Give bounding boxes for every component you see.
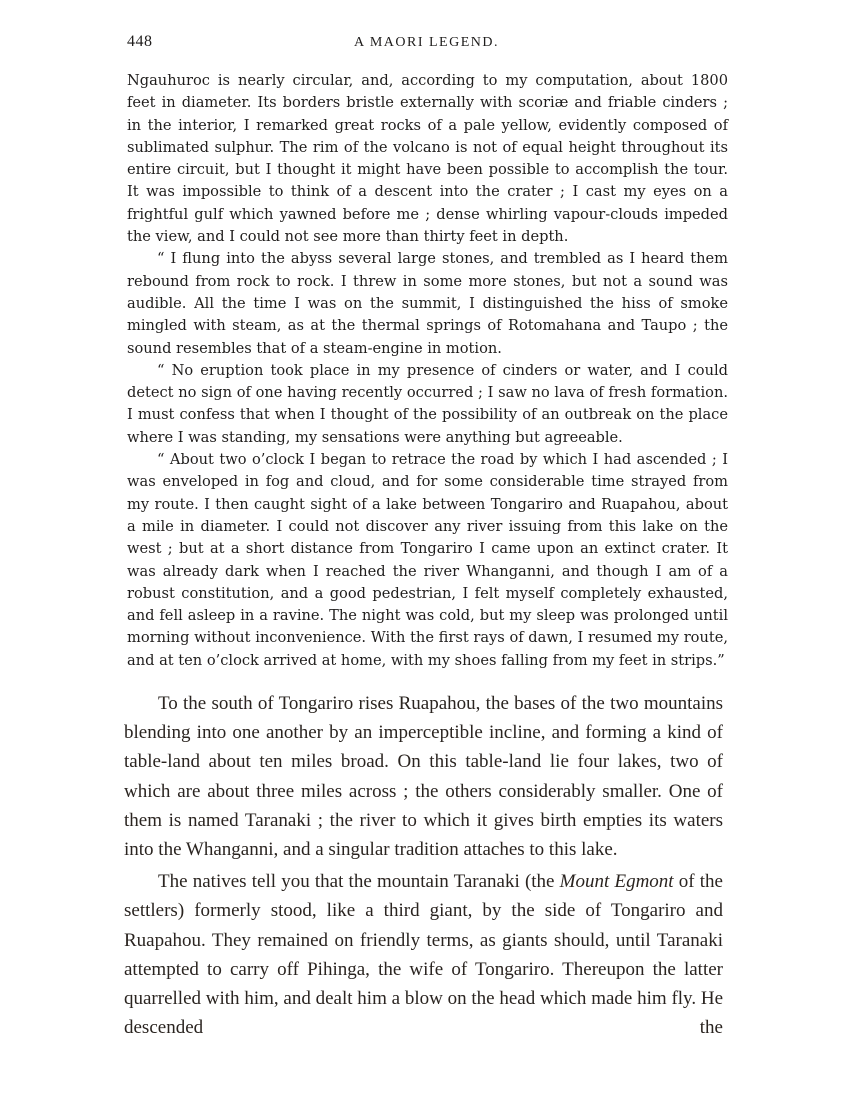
body-paragraph: To the south of Tongariro rises Ruapahou, the bases of the two mountains blending into one another by an imperceptible incline, and forming a kind of table-land about ten miles broad. On this table-land lie four lakes, two of which are about three miles across ; the others considerably smaller. One of them is named Taranaki ; the river to which it gives birth empties its waters into the Whanganni, and a singular tradition attaches to this lake. bbox=[124, 693, 723, 861]
body-paragraph bbox=[124, 867, 723, 1042]
body-text-run: The natives tell you that the mountain Taranaki (the bbox=[158, 871, 560, 893]
body-text-run: of the settlers) formerly stood, like a third giant, by the side of Tongariro and Ruapahou. They remained on friendly terms, as giants should, until Taranaki attempted to carry off Pihinga, the wife of Tongariro. Thereupon the latter quarrelled with him, and dealt him a blow on the head which made him fly. He descended the bbox=[124, 871, 723, 1039]
quote-paragraph: “ About two o’clock I began to retrace the road by which I had ascended ; I was enveloped in fog and cloud, and for some considerable time strayed from my route. I then caught sight of a lake between Tongariro and Ruapahou, about a mile in diameter. I could not discover any river issuing from this lake on the west ; but at a short distance from Tongariro I came upon an extinct crater. It was already dark when I reached the river Whanganni, and though I am of a robust constitution, and a good pedestrian, I felt myself completely exhausted, and fell asleep in a ravine. The night was cold, but my sleep was prolonged until morning without inconvenience. With the first rays of dawn, I resumed my route, and at ten o’clock arrived at home, with my shoes falling from my feet in strips.” bbox=[127, 451, 728, 669]
italic-place-name: Mount Egmont bbox=[559, 871, 674, 893]
quoted-narrative bbox=[127, 70, 728, 672]
page-header bbox=[127, 33, 726, 57]
page-number: 448 bbox=[127, 33, 153, 50]
quote-paragraph: Ngauhuroc is nearly circular, and, according to my computation, about 1800 feet in diameter. Its borders bristle externally with scoriæ and friable cinders ; in the interior, I remarked great rocks of a pale yellow, evidently composed of sublimated sulphur. The rim of the volcano is not of equal height throughout its entire circuit, but I thought it might have been possible to accomplish the tour. It was impossible to think of a descent into the crater ; I cast my eyes on a frightful gulf which yawned before me ; dense whirling vapour-clouds impeded the view, and I could not see more than thirty feet in depth. bbox=[127, 72, 728, 246]
quote-paragraph: “ No eruption took place in my presence of cinders or water, and I could detect no sign of one having recently occurred ; I saw no lava of fresh formation. I must confess that when I thought of the possibility of an outbreak on the place where I was standing, my sensations were anything but agreeable. bbox=[127, 361, 728, 446]
quote-paragraph: “ I flung into the abyss several large stones, and trembled as I heard them rebound from rock to rock. I threw in some more stones, but not a sound was audible. All the time I was on the summit, I distinguished the hiss of smoke mingled with steam, as at the thermal springs of Rotomahana and Taupo ; the sound resembles that of a steam-engine in motion. bbox=[127, 250, 728, 357]
body-text bbox=[124, 689, 723, 1042]
running-title: A MAORI LEGEND. bbox=[354, 35, 499, 50]
